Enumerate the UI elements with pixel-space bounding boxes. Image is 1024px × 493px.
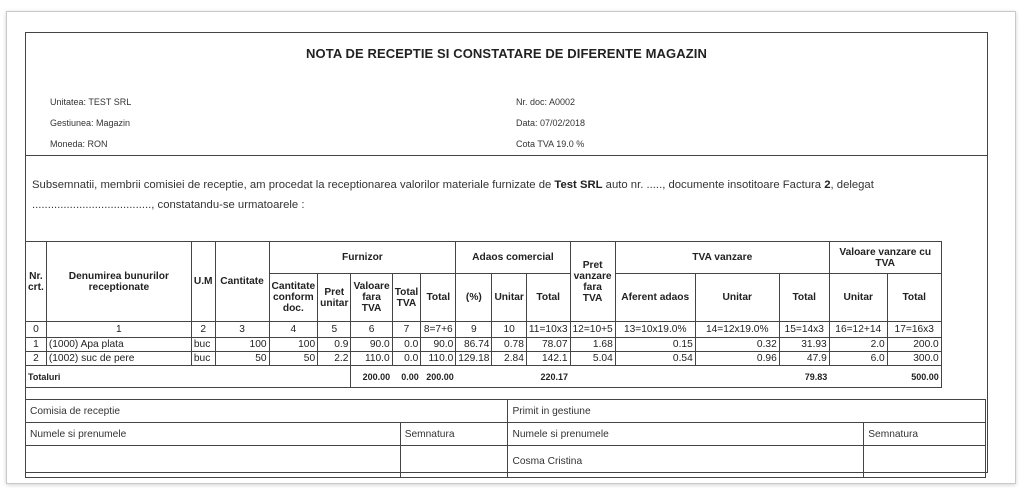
row-nr: 1 [26, 338, 47, 352]
index-cell: 16=12+14 [829, 322, 887, 338]
row-t-afer: 0.54 [615, 352, 695, 366]
index-cell: 14=12x19.0% [695, 322, 779, 338]
index-cell: 1 [46, 322, 191, 338]
document-sheet [6, 11, 1016, 484]
table-row [26, 338, 942, 352]
gestiune-label: Gestiunea: Magazin [50, 118, 131, 128]
unit-label: Unitatea: TEST SRL [50, 97, 132, 107]
signature-label-right: Semnatura [864, 423, 986, 446]
row-f-pret: 0.9 [318, 338, 351, 352]
header-a-total: Total [526, 274, 570, 322]
row-nr: 2 [26, 352, 47, 366]
currency-label: Moneda: RON [50, 139, 108, 149]
divider [26, 155, 987, 156]
header-denumire: Denumirea bunurilor receptionate [46, 242, 191, 322]
header-t-total: Total [779, 274, 829, 322]
row-f-total: 110.0 [421, 352, 456, 366]
row-pret-vanzare: 5.04 [570, 352, 615, 366]
intro-paragraph [32, 175, 977, 215]
row-f-val: 110.0 [351, 352, 392, 366]
received-label: Primit in gestiune [508, 400, 986, 423]
row-um: buc [191, 338, 215, 352]
header-pret-vanzare: Pret vanzare fara TVA [570, 242, 615, 322]
row-t-unit: 0.32 [695, 338, 779, 352]
header-tva-vanzare: TVA vanzare [615, 242, 829, 274]
totals-v-total: 500.00 [829, 366, 941, 388]
signature-sign-cell [400, 446, 508, 478]
vat-rate: Cota TVA 19.0 % [516, 139, 585, 149]
invoice-number: 2 [824, 179, 831, 191]
row-t-afer: 0.15 [615, 338, 695, 352]
row-a-total: 142.1 [526, 352, 570, 366]
index-row [26, 322, 942, 338]
index-cell: 4 [269, 322, 318, 338]
index-cell: 10 [492, 322, 526, 338]
header-furnizor: Furnizor [269, 242, 456, 274]
row-v-unit: 2.0 [829, 338, 887, 352]
commission-label: Comisia de receptie [26, 400, 508, 423]
index-cell: 17=16x3 [887, 322, 941, 338]
header-f-total: Total [421, 274, 456, 322]
row-cantitate: 100 [215, 338, 269, 352]
index-cell: 8=7+6 [421, 322, 456, 338]
signature-name-cell [26, 446, 401, 478]
row-v-unit: 6.0 [829, 352, 887, 366]
intro-text-4: ......................................, constatandu-se urmatoarele : [32, 199, 305, 211]
header-f-pret: Pret unitar [318, 274, 351, 322]
row-v-total: 200.0 [887, 338, 941, 352]
totals-label: Totaluri [26, 366, 351, 388]
index-cell: 6 [351, 322, 392, 338]
index-cell: 13=10x19.0% [615, 322, 695, 338]
doc-date: Data: 07/02/2018 [516, 118, 586, 128]
header-adaos: Adaos comercial [456, 242, 570, 274]
supplier-name: Test SRL [554, 179, 603, 191]
row-v-total: 300.0 [887, 352, 941, 366]
signature-table [25, 399, 986, 478]
doc-number: Nr. doc: A0002 [516, 97, 576, 107]
row-f-val: 90.0 [351, 338, 392, 352]
index-cell: 9 [456, 322, 492, 338]
header-nr: Nr. crt. [26, 242, 47, 322]
intro-text-1: Subsemnatii, membrii comisiei de receptie, am procedat la receptionarea valorilor materiale furnizate de [32, 179, 555, 191]
totals-a-total: 220.17 [456, 366, 570, 388]
header-cantitate: Cantitate [215, 242, 269, 322]
header-valoare-vanzare: Valoare vanzare cu TVA [829, 242, 941, 274]
row-a-total: 78.07 [526, 338, 570, 352]
totals-f-tva: 0.00 [392, 366, 421, 388]
table-row [26, 352, 942, 366]
row-t-total: 47.9 [779, 352, 829, 366]
row-product: (1002) suc de pere [46, 352, 191, 366]
row-f-cant: 50 [269, 352, 318, 366]
row-a-unit: 2.84 [492, 352, 526, 366]
document-frame [25, 32, 988, 473]
header-f-cant: Cantitate conform doc. [269, 274, 318, 322]
row-a-pct: 129.18 [456, 352, 492, 366]
totals-t-total: 79.83 [570, 366, 829, 388]
header-f-tva: Total TVA [392, 274, 421, 322]
header-um: U.M [191, 242, 215, 322]
header-a-pct: (%) [456, 274, 492, 322]
header-v-total: Total [887, 274, 941, 322]
signature-label-left: Semnatura [400, 423, 508, 446]
receiver-sign-cell [864, 446, 986, 478]
row-t-unit: 0.96 [695, 352, 779, 366]
index-cell: 15=14x3 [779, 322, 829, 338]
row-f-total: 90.0 [421, 338, 456, 352]
receiver-name: Cosma Cristina [508, 446, 864, 478]
totals-row [26, 366, 942, 388]
index-cell: 0 [26, 322, 47, 338]
row-product: (1000) Apa plata [46, 338, 191, 352]
name-label-left: Numele si prenumele [26, 423, 401, 446]
row-a-unit: 0.78 [492, 338, 526, 352]
index-cell: 7 [392, 322, 421, 338]
row-t-total: 31.93 [779, 338, 829, 352]
index-cell: 12=10+5 [570, 322, 615, 338]
row-a-pct: 86.74 [456, 338, 492, 352]
totals-f-val: 200.00 [351, 366, 392, 388]
row-f-pret: 2.2 [318, 352, 351, 366]
totals-f-total: 200.00 [421, 366, 456, 388]
index-cell: 2 [191, 322, 215, 338]
row-f-tva: 0.0 [392, 338, 421, 352]
header-t-unit: Unitar [695, 274, 779, 322]
name-label-right: Numele si prenumele [508, 423, 864, 446]
row-pret-vanzare: 1.68 [570, 338, 615, 352]
row-f-cant: 100 [269, 338, 318, 352]
receipt-table [25, 241, 942, 388]
index-cell: 11=10x3 [526, 322, 570, 338]
header-v-unit: Unitar [829, 274, 887, 322]
intro-text-3: , delegat [830, 179, 874, 191]
document-title: NOTA DE RECEPTIE SI CONSTATARE DE DIFERENTE MAGAZIN [306, 46, 707, 61]
row-cantitate: 50 [215, 352, 269, 366]
row-um: buc [191, 352, 215, 366]
header-t-afer: Aferent adaos [615, 274, 695, 322]
index-cell: 5 [318, 322, 351, 338]
header-f-val: Valoare fara TVA [351, 274, 392, 322]
row-f-tva: 0.0 [392, 352, 421, 366]
header-a-unit: Unitar [492, 274, 526, 322]
intro-text-2: auto nr. ....., documente insotitoare Factura [602, 179, 825, 191]
index-cell: 3 [215, 322, 269, 338]
